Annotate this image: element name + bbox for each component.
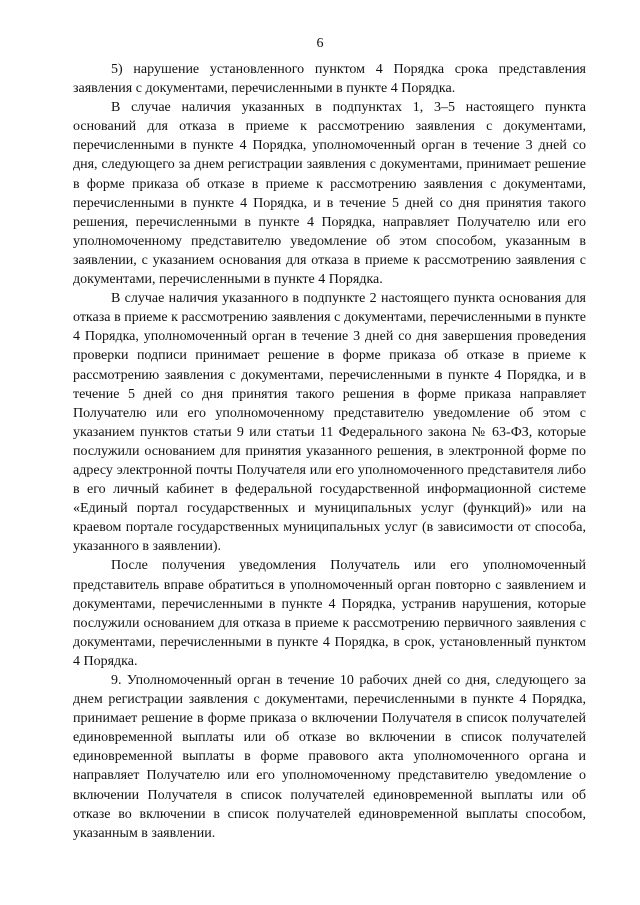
paragraph-refusal-grounds-1-3-5: В случае наличия указанных в подпунктах 1, 3–5 настоящего пункта оснований для отказа в приеме к рассмотрению заявления с документами, перечисленными в пункте 4 Порядка, уполномоченный орган в течение 3 дней со дня, следующего за днем регистрации заявления с документами, принимает решение в форме приказа об отказе в приеме к рассмотрению заявления с документами, перечисленными в пункте 4 Порядка, и в течение 5 дней со дня принятия такого решения, перечисленными в пункте 4 Порядка, направляет Получателю или его уполномоченному представителю уведомление об этом способом, указанным в заявлении, с указанием основания для отказа в приеме к рассмотрению заявления с документами, перечисленными в пункте 4 Порядка. (73, 100, 586, 288)
document-body (73, 60, 586, 843)
paragraph-refusal-ground-2: В случае наличия указанного в подпункте 2 настоящего пункта основания для отказа в приеме к рассмотрению заявления с документами, перечисленными в пункте 4 Порядка, уполномоченный орган в течение 3 дней со дня завершения проведения проверки подписи принимает решение в форме приказа об отказе в приеме к рассмотрению заявления с документами, перечисленными в пункте 4 Порядка, и в течение 5 дней со дня принятия такого решения в форме приказа направляет Получателю или его уполномоченному представителю уведомление об этом с указанием пунктов статьи 9 или статьи 11 Федерального закона № 63-ФЗ, которые послужили основанием для принятия указанного решения, в электронной форме по адресу электронной почты Получателя или его уполномоченного представителя либо в его личный кабинет в федеральной государственной информационной системе «Единый портал государственных и муниципальных услуг (функций)» или на краевом портале государственных муниципальных услуг (в зависимости от способа, указанного в заявлении). (73, 291, 586, 555)
paragraph-item-5-violation: 5) нарушение установленного пунктом 4 Порядка срока представления заявления с документами, перечисленными в пункте 4 Порядка. (73, 62, 586, 97)
paragraph-clause-9: 9. Уполномоченный орган в течение 10 рабочих дней со дня, следующего за днем регистрации заявления с документами, перечисленными в пункте 4 Порядка, принимает решение в форме приказа о включении Получателя в список получателей единовременной выплаты или об отказе во включении в список получателей единовременной выплаты в форме правового акта уполномоченного органа и направляет Получателю или его уполномоченному представителю уведомление о включении Получателя в список получателей единовременной выплаты или об отказе во включении в список получателей единовременной выплаты способом, указанным в заявлении. (73, 673, 586, 841)
page-number: 6 (316, 36, 324, 51)
paragraph-repeat-application: После получения уведомления Получатель или его уполномоченный представитель вправе обратиться в уполномоченный орган повторно с заявлением и документами, перечисленными в пункте 4 Порядка, устранив нарушения, которые послужили основанием для отказа в приеме к рассмотрению первичного заявления с документами, перечисленными в пункте 4 Порядка, в срок, установленный пунктом 4 Порядка. (73, 558, 586, 669)
